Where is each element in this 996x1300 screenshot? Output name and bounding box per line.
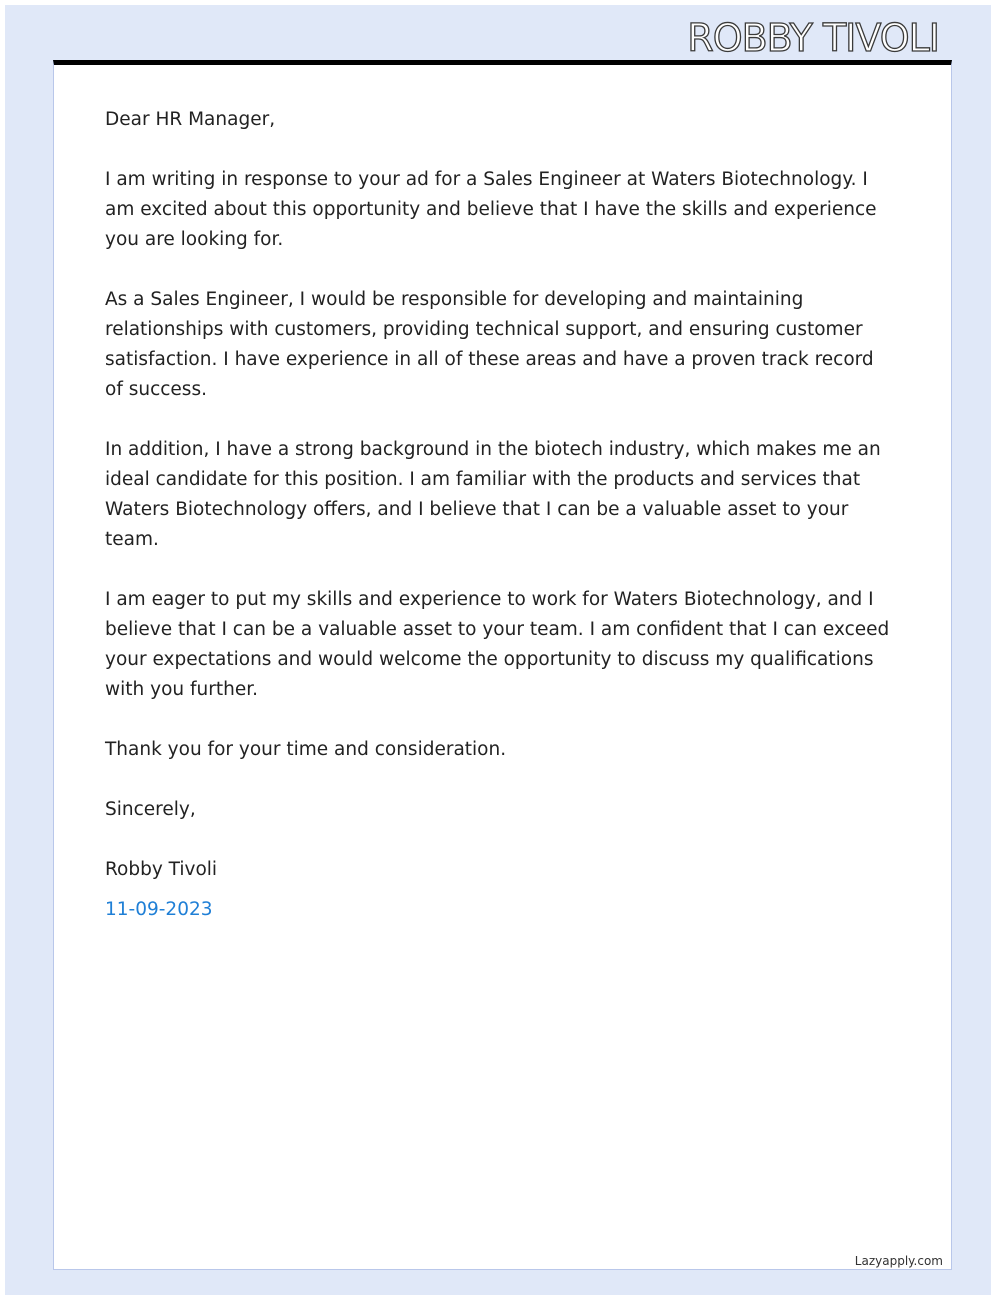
paragraph-intro: I am writing in response to your ad for a Sales Engineer at Waters Biotechnology. I am excited about this opportunity and believe that I have the skills and experience you are looking for.: [105, 169, 877, 250]
signature: Robby Tivoli: [105, 859, 218, 880]
closing: Sincerely,: [105, 799, 196, 820]
paragraph-background: In addition, I have a strong background in the biotech industry, which makes me an ideal candidate for this position. I am familiar with the products and services that Waters Biotechnology offers, and I believe that I can be a valuable asset to your team.: [105, 439, 881, 550]
letter-page: [53, 60, 952, 1270]
paragraph-thanks: Thank you for your time and consideration.: [105, 739, 507, 760]
paragraph-responsibilities: As a Sales Engineer, I would be responsible for developing and maintaining relationships with customers, providing technical support, and ensuring customer satisfaction. I have experience in all of these areas and have a proven track record of success.: [105, 289, 874, 400]
watermark: Lazyapply.com: [854, 1254, 943, 1268]
paragraph-eagerness: I am eager to put my skills and experience to work for Waters Biotechnology, and I believe that I can be a valuable asset to your team. I am confident that I can exceed your expectations and would welcome the opportunity to discuss my qualifications with you further.: [105, 589, 890, 700]
salutation: Dear HR Manager,: [105, 109, 276, 130]
page-frame: [5, 5, 991, 1295]
letter-date: 11-09-2023: [105, 899, 213, 920]
applicant-name-heading: ROBBY TIVOLI: [687, 16, 939, 60]
cover-letter-body: [105, 105, 895, 955]
